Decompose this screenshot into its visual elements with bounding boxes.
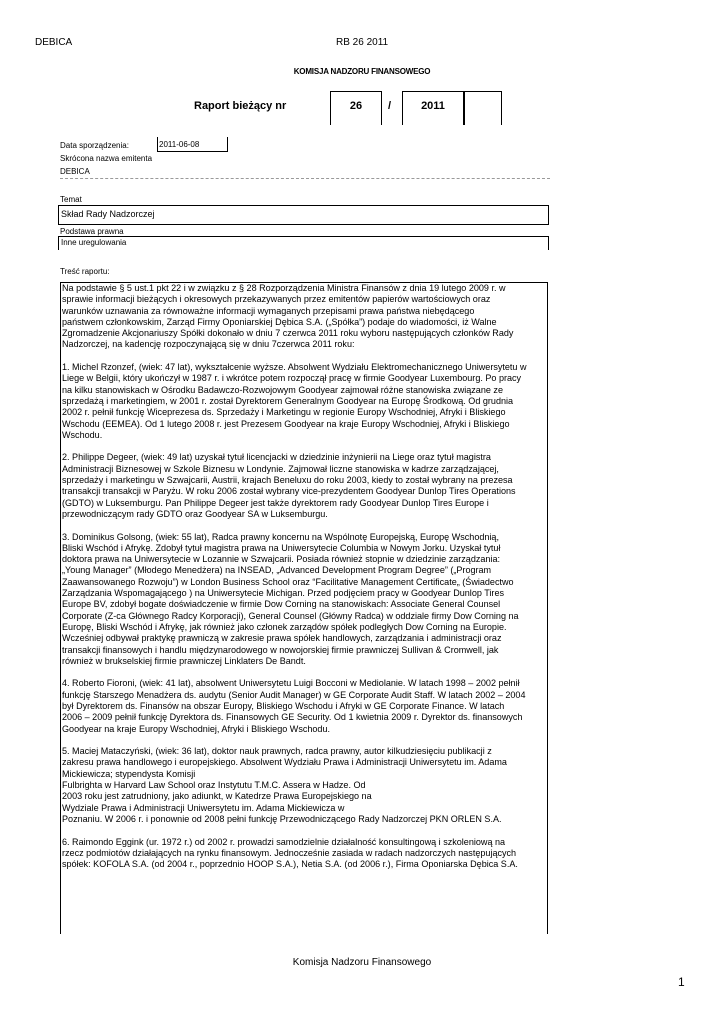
issuer-value: DEBICA xyxy=(60,167,90,176)
page-number: 1 xyxy=(678,975,685,989)
body-paragraph-member-1: 1. Michel Rzonzef, (wiek: 47 lat), wykształcenie wyższe. Absolwent Wydziału Elektromechanicznego Uniwersytetu w Liege w Belgii, który ukończył w 1987 r. i wkrótce potem rozpoczął pracę w firmie Goodyear Luxembourg. Po pracy na kilku stanowiskach w Ośrodku Badawczo-Rozwojowym Goodyear zajmował różne stanowiska związane ze sprzedażą i marketingiem, w 2001 r. został Dyrektorem Generalnym Goodyear na Europę Środkową. Od grudnia 2002 r. pełnił funkcję Wiceprezesa ds. Sprzedaży i Marketingu w regionie Europy Wschodniej, Afryki i Bliskiego Wschodu (EEMEA). Od 1 lutego 2008 r. jest Prezesem Goodyear na kraje Europy Wschodniej, Afryki i Bliskiego Wschodu. xyxy=(62,362,527,440)
header-report-id: RB 26 2011 xyxy=(336,37,389,48)
footer-authority: Komisja Nadzoru Finansowego xyxy=(292,957,432,968)
legal-basis-value: Inne uregulowania xyxy=(61,238,127,247)
issuer-divider xyxy=(60,178,550,179)
report-number: 26 xyxy=(349,100,363,112)
content-label: Treść raportu: xyxy=(60,267,110,276)
body-paragraph-member-5: 5. Maciej Mataczyński, (wiek: 36 lat), doktor nauk prawnych, radca prawny, autor kilkudziesięciu publikacji z zakresu prawa handlowego i europejskiego. Absolwent Wydziału Prawa i Administracji Uniwersytetu im. Adama Mickiewicza; stypendysta Komisji Fulbrighta w Harvard Law School oraz Instytutu T.M.C. Assera w Hadze. Od 2003 roku jest zatrudniony, jako adiunkt, w Katedrze Prawa Europejskiego na Wydziale Prawa i Administracji Uniwersytetu im. Adama Mickiewicza w Poznaniu. W 2006 r. i ponownie od 2008 pełni funkcję Przewodniczącego Rady Nadzorczej PKN ORLEN S.A. xyxy=(62,746,507,824)
topic-value: Skład Rady Nadzorczej xyxy=(61,209,155,219)
topic-label: Temat xyxy=(60,195,82,204)
report-title: Raport bieżący nr xyxy=(194,100,287,112)
header-issuer: DEBICA xyxy=(35,37,73,48)
report-extra-box xyxy=(464,91,502,125)
body-paragraph-member-4: 4. Roberto Fioroni, (wiek: 41 lat), absolwent Uniwersytetu Luigi Bocconi w Mediolanie. W latach 1998 – 2002 pełnił funkcję Starszego Menadżera ds. audytu (Senior Audit Manager) w GE Corporate Audit Staff. W latach 2002 – 2004 był Dyrektorem ds. Finansów na obszar Europy, Bliskiego Wschodu i Afryki w GE Corporate Finance. W latach 2006 – 2009 pełnił funkcję Dyrektora ds. Finansowych GE Security. Od 1 kwietnia 2009 r. Dyrektor ds. finansowych Goodyear na kraje Europy Wschodniej, Afryki i Bliskiego Wschodu. xyxy=(62,678,526,734)
body-paragraph-member-6: 6. Raimondo Eggink (ur. 1972 r.) od 2002 r. prowadzi samodzielnie działalność konsultingową i szkoleniową na rzecz podmiotów działających na rynku finansowym. Jednocześnie zasiada w radach nadzorczych następujących spółek: KOFOLA S.A. (od 2004 r., poprzednio HOOP S.A.), Netia S.A. (od 2006 r.), Firma Oponiarska Dębica S.A. xyxy=(62,836,518,870)
body-paragraph-member-2: 2. Philippe Degeer, (wiek: 49 lat) uzyskał tytuł licencjacki w dziedzinie inżynierii na Liege oraz tytuł magistra Administracji Biznesowej w Szkole Biznesu w Londynie. Zajmował liczne stanowiska w kadrze zarządzającej, sprzedaży i marketingu w Szwajcarii, Austrii, krajach Beneluxu do roku 2003, kiedy to został wybrany na prezesa transakcji transakcji w Paryżu. W roku 2006 został wybrany vice-prezydentem Goodyear Dunlop Tires Operations (GDTO) w Luksemburgu. Pan Philippe Degeer jest także dyrektorem rady Goodyear Dunlop Tires Europe i przewodniczącym rady GDTO oraz Goodyear SA w Luksemburgu. xyxy=(62,452,516,519)
date-value: 2011-06-08 xyxy=(159,140,200,149)
issuer-label: Skrócona nazwa emitenta xyxy=(60,154,153,163)
legal-basis-box xyxy=(58,236,549,250)
body-paragraph-intro: Na podstawie § 5 ust.1 pkt 22 i w związku z § 28 Rozporządzenia Ministra Finansów z dnia 19 lutego 2009 r. w sprawie informacji bieżących i okresowych przekazywanych przez emitentów papierów wartościowych oraz warunków uznawania za równoważne informacji wymaganych przepisami prawa państwa niebędącego państwem członkowskim, Zarząd Firmy Oponiarskiej Dębica S.A. („Spółka”) podaje do wiadomości, iż Walne Zgromadzenie Akcjonariuszy Spółki dokonało w dniu 7 czerwca 2011 roku wyboru następujących członków Rady Nadzorczej, na kadencję rozpoczynającą się w dniu 7czerwca 2011 roku: xyxy=(62,283,514,350)
authority-title: KOMISJA NADZORU FINANSOWEGO xyxy=(293,67,431,76)
report-year: 2011 xyxy=(421,100,445,112)
body-paragraph-member-3: 3. Dominikus Golsong, (wiek: 55 lat), Radca prawny koncernu na Wspólnotę Europejską, Europę Wschodnią, Bliski Wschód i Afrykę. Zdobył tytuł magistra prawa na Uniwersytecie Columbia w Nowym Jorku. Uzyskał tytuł doktora prawa na Uniwersytecie w Lozannie w Szwajcarii. Posiada również stopnie w dziedzinie zarządzania: „Young Manager” (Młodego Menedżera) na INSEAD, „Advanced Development Program Degree” („Program Zaawansowanego Rozwoju”) w London Business School oraz “Facilitative Management Certificate„ (Świadectwo Zarządzania Wspomagającego ) na Uniwersytecie Michigan. Przed podjęciem pracy w Goodyear Dunlop Tires Europe BV, zdobył bogate doświadczenie w firmie Dow Corning na stanowiskach: Associate General Counsel Corporate (Z-ca Głównego Radcy Korporacji), General Counsel (Główny Radca) w oddziale firmy Dow Corning na Europę, Bliski Wschód i Afrykę, jak również jako członek zarządów spółek podległych Dow Corning na Europie. Wcześniej odbywał praktykę prawniczą w zakresie prawa spółek handlowych, zarządzania i administracji oraz transakcji finansowych i handlu międzynarodowego w nowojorskiej firmie prawniczej Sullivan & Cromwell, jak również w brukselskiej firmie prawniczej Linklaters De Bandt. xyxy=(62,531,519,666)
legal-basis-label: Podstawa prawna xyxy=(60,227,124,236)
date-label: Data sporządzenia: xyxy=(60,141,129,150)
report-body xyxy=(60,282,548,934)
report-separator: / xyxy=(388,100,392,112)
